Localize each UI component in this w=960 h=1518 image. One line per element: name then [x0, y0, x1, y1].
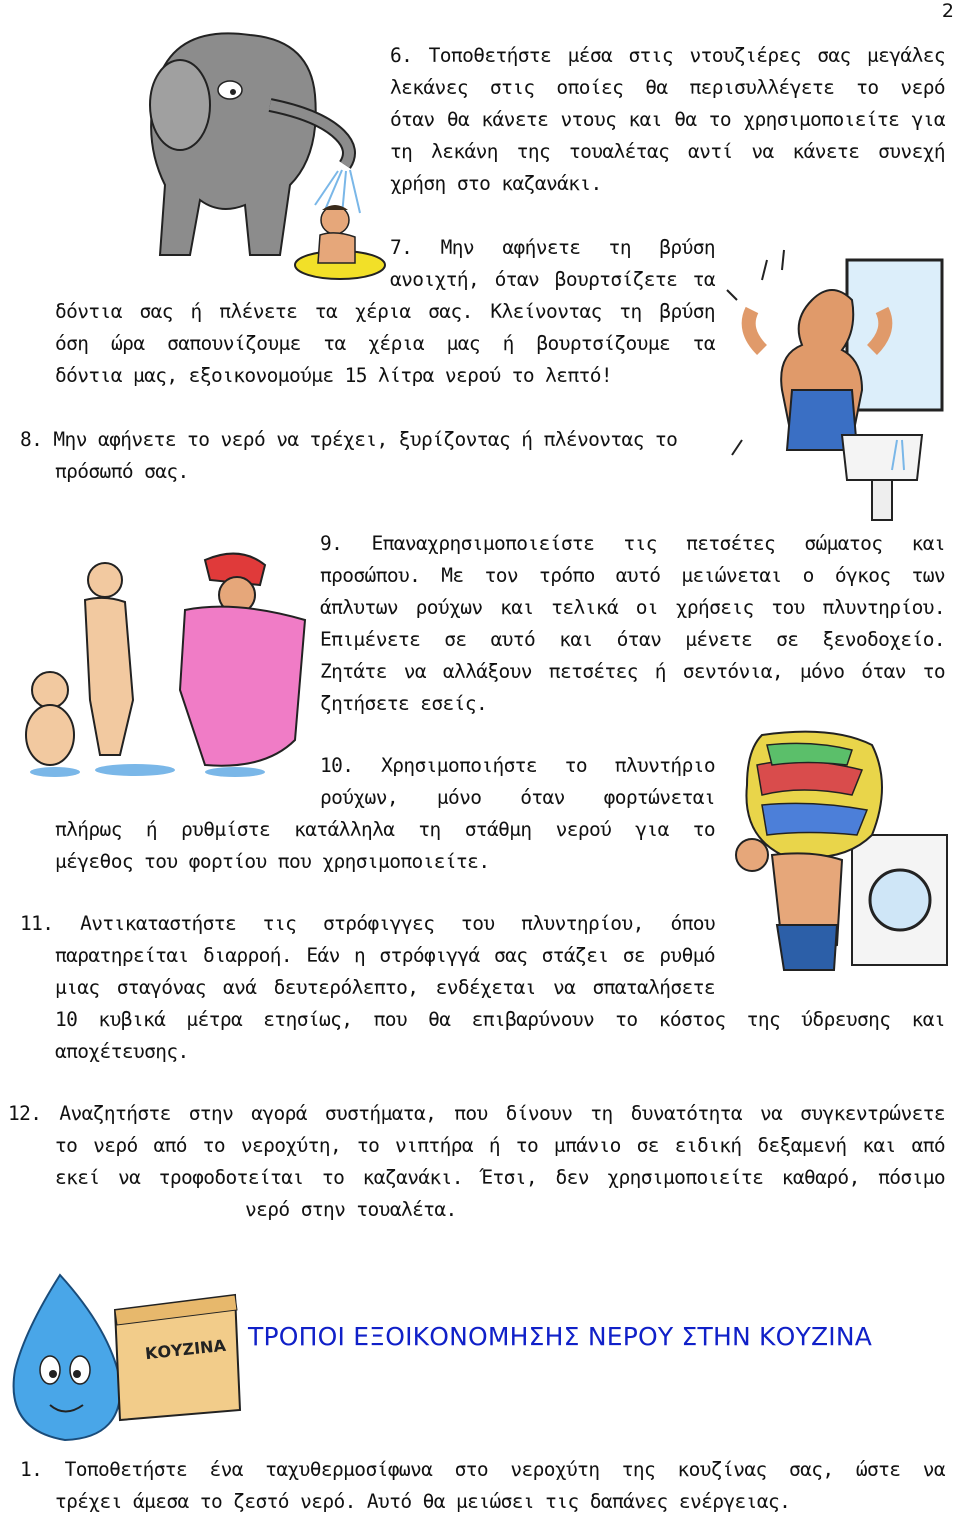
item-11-line-2: παρατηρείται διαρροή. Εάν η στρόφιγγά σας στάζει σε ρυθμό — [55, 944, 715, 967]
item-9 — [320, 528, 945, 720]
item-8 — [20, 424, 715, 488]
kitchen-item-1 — [20, 1454, 945, 1518]
item-8-line-2: πρόσωπό σας. — [55, 460, 189, 483]
towel-family-illustration — [5, 540, 310, 785]
item-7-continued — [55, 296, 715, 392]
item-12-line-3: εκεί να τροφοδοτείται το καζανάκι. Έτσι, δεν χρησιμοποιείτε καθαρό, πόσιμο — [55, 1166, 945, 1189]
item-9-line-3: άπλυτων ρούχων και τελικά οι χρήσεις του πλυντηρίου. — [320, 596, 945, 619]
item-9-line-6: ζητήσετε εσείς. — [320, 692, 488, 715]
item-6-line-5: χρήση στο καζανάκι. — [390, 172, 602, 195]
item-7-line-4: όση ώρα σαπουνίζουμε τα χέρια μας ή βουρτσίζουμε τα — [55, 332, 715, 355]
elephant-shower-illustration — [120, 15, 390, 305]
item-9-line-5: Ζητάτε να αλλάξουν πετσέτες ή σεντόνια, μόνο όταν το — [320, 660, 945, 683]
mirror-man-illustration — [722, 240, 952, 525]
item-11-line-5: αποχέτευσης. — [55, 1040, 189, 1063]
item-6-line-1: 6. Τοποθετήστε μέσα στις ντουζιέρες σας μεγάλες — [390, 44, 945, 67]
item-9-line-4: Επιμένετε σε αυτό και όταν μένετε σε ξενοδοχείο. — [320, 628, 945, 651]
item-8-line-1: 8. Μην αφήνετε το νερό να τρέχει, ξυρίζοντας ή πλένοντας το — [20, 428, 678, 451]
item-7-line-2: ανοιχτή, όταν βουρτσίζετε τα — [390, 268, 715, 291]
item-9-line-1: 9. Επαναχρησιμοποιείστε τις πετσέτες σώματος και — [320, 532, 945, 555]
item-7-line-3: δόντια σας ή πλένετε τα χέρια σας. Κλείνοντας τη βρύση — [55, 300, 715, 323]
water-drop-mascot-illustration — [5, 1270, 245, 1445]
item-7-line-5: δόντια μας, εξοικονομούμε 15 λίτρα νερού το λεπτό! — [55, 364, 612, 387]
kitchen-sign-text: ΚΟΥΖΙΝΑ — [144, 1335, 227, 1364]
item-6 — [390, 40, 945, 200]
item-7 — [390, 232, 715, 296]
item-6-line-4: τη λεκάνη της τουαλέτας αντί να κάνετε συνεχή — [390, 140, 945, 163]
item-11-line-1: 11. Αντικαταστήστε τις στρόφιγγες του πλυντηρίου, όπου — [20, 912, 715, 935]
item-11-line-3: μιας σταγόνας ανά δευτερόλεπτο, ενδέχεται να σπαταλήσετε — [55, 976, 715, 999]
item-10-line-4: μέγεθος του φορτίου που χρησιμοποιείτε. — [55, 850, 490, 873]
item-10-line-2: ρούχων, μόνο όταν φορτώνεται — [320, 786, 715, 809]
item-6-line-2: λεκάνες στις οποίες θα περισυλλέγετε το νερό — [390, 76, 945, 99]
item-12-line-2: το νερό από το νεροχύτη, το νιπτήρα ή το μπάνιο σε ειδική δεξαμενή και από — [55, 1134, 945, 1157]
item-10-line-3: πλήρως ή ρυθμίστε κατάλληλα τη στάθμη νερού για το — [55, 818, 715, 841]
item-9-line-2: προσώπου. Με τον τρόπο αυτό μειώνεται ο όγκος των — [320, 564, 945, 587]
item-12 — [8, 1098, 945, 1226]
page-number: 2 — [941, 0, 954, 22]
item-11-line-4: 10 κυβικά μέτρα ετησίως, που θα επιβαρύνουν το κόστος της ύδρευσης και — [55, 1008, 945, 1031]
kitchen-section-heading: ΤΡΟΠΟΙ ΕΞΟΙΚΟΝΟΜΗΣΗΣ ΝΕΡΟΥ ΣΤΗΝ ΚΟΥΖΙΝΑ — [248, 1322, 873, 1351]
item-10 — [320, 750, 715, 814]
kitchen-item-1-line-1: 1. Τοποθετήστε ένα ταχυθερμοσίφωνα στο νεροχύτη της κουζίνας σας, ώστε να — [20, 1458, 945, 1481]
kitchen-item-1-line-2: τρέχει άμεσα το ζεστό νερό. Αυτό θα μειώσει τις δαπάνες ενέργειας. — [55, 1490, 791, 1513]
item-12-line-4: νερό στην τουαλέτα. — [245, 1198, 457, 1221]
item-7-line-1: 7. Μην αφήνετε τη βρύση — [390, 236, 715, 259]
item-11 — [20, 908, 715, 1004]
item-10-line-1: 10. Χρησιμοποιήστε το πλυντήριο — [320, 754, 715, 777]
item-12-line-1: 12. Αναζητήστε στην αγορά συστήματα, που δίνουν τη δυνατότητα να συγκεντρώνετε — [8, 1102, 945, 1125]
item-10-continued — [55, 814, 715, 878]
item-11-continued — [55, 1004, 945, 1068]
item-6-line-3: όταν θα κάνετε ντους και θα το χρησιμοποιείτε για — [390, 108, 945, 131]
laundry-illustration — [722, 725, 952, 975]
